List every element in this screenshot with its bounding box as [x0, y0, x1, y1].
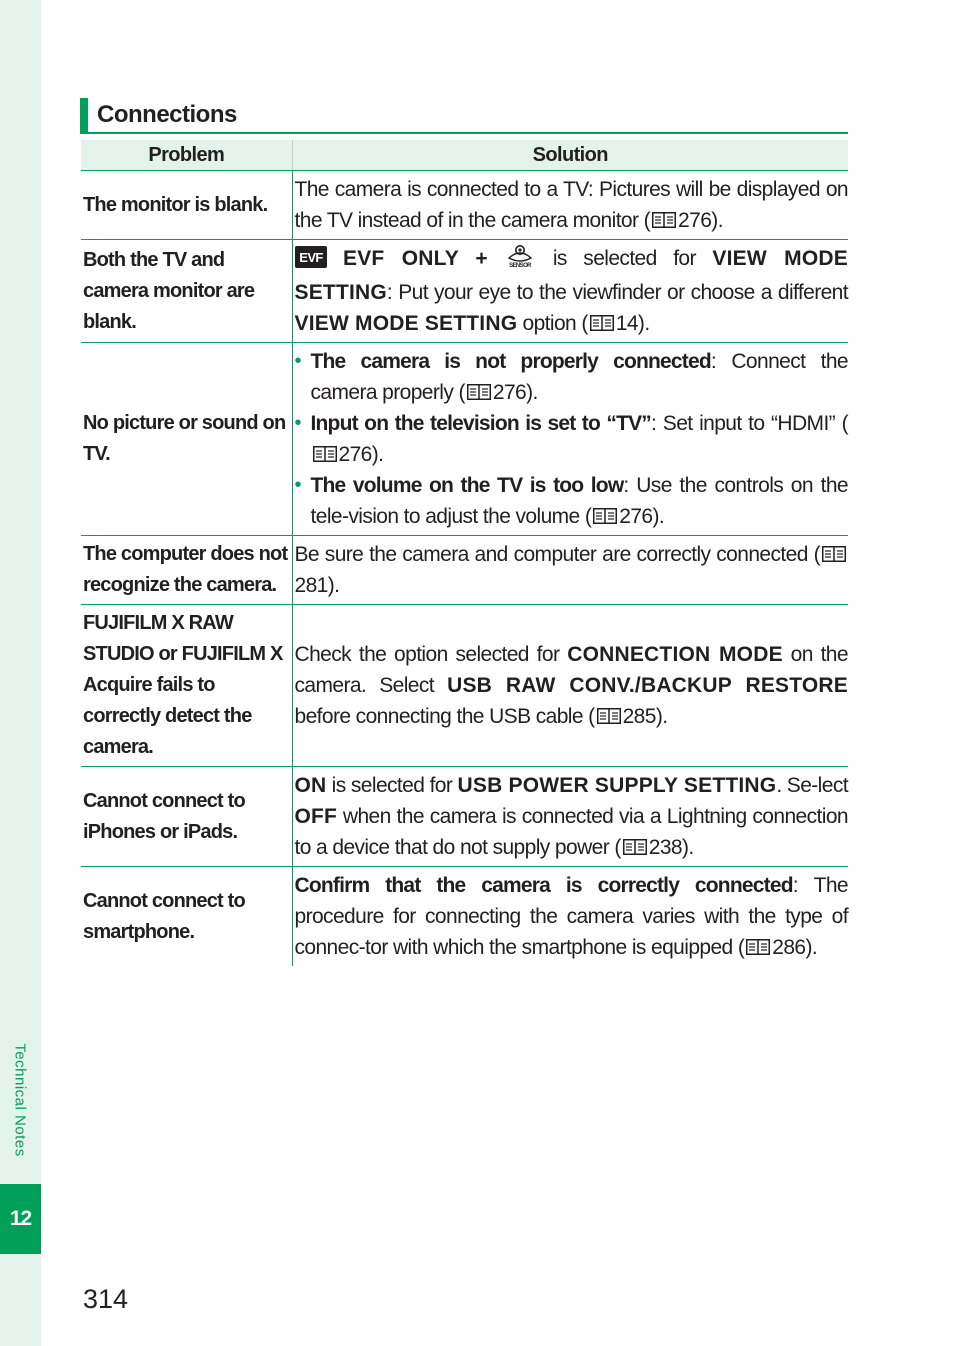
solution-heading: Confirm that the camera is correctly connected	[294, 874, 793, 897]
evf-only-label: EVF ONLY	[342, 247, 459, 270]
solution-text: : The procedure for connecting the camera varies with the type of connec-tor with which the smartphone is equipped (	[294, 874, 848, 959]
solution-cell	[292, 605, 848, 767]
solution-text-end: ).	[637, 312, 650, 335]
page-ref: 281	[294, 574, 328, 597]
bullet-text-end: ).	[652, 505, 665, 528]
header-solution: Solution	[292, 140, 848, 171]
section-heading-text: Connections	[97, 101, 237, 128]
problem-cell: Cannot connect to smartphone.	[83, 889, 245, 943]
chapter-tab: 12	[0, 1184, 41, 1254]
solution-text: The camera is connected to a TV: Pictures will be displayed on the TV instead of in the camera monitor (	[294, 178, 848, 232]
page-ref: 276	[338, 443, 372, 466]
problem-cell: The monitor is blank.	[83, 193, 268, 216]
book-ref-icon	[746, 939, 770, 955]
book-ref-icon	[822, 546, 846, 562]
table-row	[81, 343, 848, 536]
problem-cell: Both the TV and camera monitor are blank.	[83, 248, 255, 333]
book-ref-icon	[597, 708, 621, 724]
list-item	[295, 408, 849, 470]
book-ref-icon	[652, 212, 676, 228]
solution-cell	[292, 343, 848, 536]
bullet-text: : Connect the camera properly (	[310, 350, 848, 404]
option-off: OFF	[294, 805, 338, 828]
solution-text-end: ).	[655, 705, 668, 728]
bullet-list	[295, 346, 849, 532]
section-side-label: Technical Notes	[11, 1043, 29, 1157]
table-row	[81, 240, 848, 343]
solution-text: : Put your eye to the viewfinder or choose a different	[386, 281, 848, 304]
solution-cell	[292, 536, 848, 605]
page-ref: 285	[622, 705, 656, 728]
solution-text-end: ).	[805, 936, 818, 959]
list-item	[295, 470, 849, 532]
menu-item-usb-power-supply: USB POWER SUPPLY SETTING	[457, 774, 777, 797]
book-ref-icon	[623, 839, 647, 855]
table-header-row	[81, 140, 848, 171]
solution-text: Check the option selected for	[294, 643, 560, 666]
bullet-text-end: ).	[526, 381, 538, 404]
table-row	[81, 171, 848, 240]
page-ref: 276	[619, 505, 653, 528]
bullet-icon: •	[294, 474, 301, 496]
book-ref-icon	[590, 315, 614, 331]
page-ref: 286	[772, 936, 806, 959]
solution-text: before connecting the USB cable (	[294, 705, 595, 728]
solution-text: is selected for	[331, 774, 453, 797]
troubleshooting-table	[81, 140, 848, 966]
problem-cell: FUJIFILM X RAW STUDIO or FUJIFILM X Acquire fails to correctly detect the camera.	[83, 612, 283, 758]
table-row	[81, 536, 848, 605]
menu-item-usb-raw-conv: USB RAW CONV./BACKUP RESTORE	[447, 674, 848, 697]
section-heading	[80, 98, 848, 134]
book-ref-icon	[593, 508, 617, 524]
solution-text-end: ).	[327, 574, 340, 597]
solution-text-end: ).	[711, 209, 723, 232]
table-row	[81, 867, 848, 967]
evf-icon	[295, 246, 327, 277]
page-number: 314	[83, 1284, 129, 1314]
solution-text: option (	[522, 312, 588, 335]
bullet-heading: Input on the television is set to “TV”	[310, 412, 652, 435]
page-ref: 238	[648, 836, 682, 859]
menu-item-view-mode-setting: VIEW MODE SETTING	[294, 312, 518, 335]
bullet-text: : Set input to “HDMI” (	[651, 412, 849, 435]
solution-text: is selected for	[552, 247, 696, 270]
solution-cell	[292, 240, 848, 343]
book-ref-icon	[467, 384, 491, 400]
page-ref: 276	[492, 381, 527, 404]
menu-item-view-mode-setting: VIEW MODE SETTING	[294, 247, 848, 304]
bullet-text: : Use the controls on the tele-vision to adjust the volume (	[310, 474, 848, 528]
bullet-icon: •	[294, 350, 301, 372]
svg-text:EVF: EVF	[298, 250, 323, 265]
menu-item-connection-mode: CONNECTION MODE	[567, 643, 783, 666]
solution-cell	[292, 867, 848, 967]
plus-sign: +	[475, 247, 488, 270]
solution-text: when the camera is connected via a Lightning connection to a device that do not supply power (	[294, 805, 848, 859]
header-problem: Problem	[81, 140, 292, 171]
solution-text: Be sure the camera and computer are correctly connected (	[294, 543, 820, 566]
bullet-icon: •	[294, 412, 301, 434]
page-ref: 14	[615, 312, 638, 335]
svg-text:SENSOR: SENSOR	[509, 263, 532, 268]
section-heading-bar	[80, 98, 88, 132]
page-ref: 276	[678, 209, 712, 232]
solution-text-end: ).	[682, 836, 694, 859]
problem-cell: The computer does not recognize the camera.	[83, 543, 288, 596]
solution-cell	[292, 767, 848, 867]
table-row	[81, 767, 848, 867]
solution-text: on the camera. Select	[294, 643, 848, 697]
bullet-heading: The camera is not properly connected	[310, 350, 711, 373]
option-on: ON	[294, 774, 327, 797]
bullet-heading: The volume on the TV is too low	[310, 474, 624, 497]
problem-cell: Cannot connect to iPhones or iPads.	[83, 789, 245, 843]
bullet-text-end: ).	[371, 443, 384, 466]
solution-cell	[292, 171, 848, 240]
table-row	[81, 605, 848, 767]
eye-sensor-icon	[504, 244, 536, 277]
book-ref-icon	[313, 446, 337, 462]
problem-cell: No picture or sound on TV.	[83, 412, 286, 465]
list-item	[295, 346, 849, 408]
solution-text: . Se-lect	[776, 774, 848, 797]
